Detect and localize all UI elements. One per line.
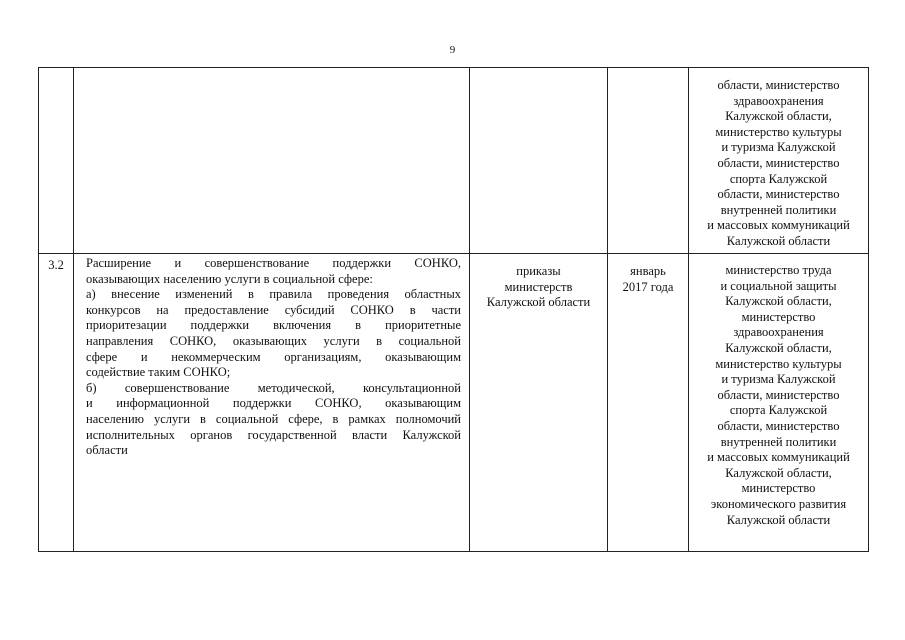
responsible-line: здравоохранения (733, 93, 824, 108)
responsible-line: Калужской области, (725, 465, 832, 480)
cell-responsible (689, 68, 869, 254)
cell-document (470, 68, 608, 254)
cell-content (74, 254, 470, 552)
responsible-line: и социальной защиты (720, 278, 837, 293)
responsible-line: министерство труда (725, 263, 832, 277)
responsible-line: Калужской области, (725, 109, 832, 124)
page-number: 9 (449, 44, 456, 56)
document-line: приказы (516, 264, 561, 278)
responsible-line: области, министерство (717, 187, 840, 202)
content-line: исполнительных органов государственной власти Калужской (86, 427, 461, 442)
table-row-3-2 (39, 254, 869, 552)
content-line: оказывающих населению услуги в социальной сфере: (86, 271, 373, 286)
document-line: министерств (504, 279, 573, 294)
responsible-line: министерство (741, 481, 816, 496)
responsible-line: и туризма Калужской (721, 372, 836, 387)
cell-document (470, 254, 608, 552)
action-plan-table (38, 67, 869, 552)
deadline-line: январь (630, 264, 666, 278)
cell-deadline (608, 254, 689, 552)
responsible-line: внутренней политики (720, 434, 837, 449)
responsible-line: Калужской области (726, 512, 831, 527)
item-number: 3.2 (48, 258, 64, 272)
deadline-line: 2017 года (622, 279, 674, 294)
content-line: области (86, 443, 128, 458)
content-line: а) внесение изменений в правила проведения областных (86, 287, 461, 302)
document-line: Калужской области (486, 295, 591, 310)
responsible-line: министерство (741, 309, 816, 324)
responsible-line: области, министерство (717, 387, 840, 402)
responsible-line: внутренней политики (720, 202, 837, 217)
cell-deadline (608, 68, 689, 254)
cell-responsible (689, 254, 869, 552)
responsible-line: министерство культуры (715, 356, 842, 371)
content-line: содействие таким СОНКО; (86, 365, 231, 380)
content-line: б) совершенствование методической, консультационной (86, 380, 461, 395)
responsible-line: Калужской области, (725, 340, 832, 355)
responsible-line: спорта Калужской (729, 403, 828, 418)
responsible-line: экономического развития (710, 496, 847, 511)
cell-content (74, 68, 470, 254)
content-line: сфере и некоммерческим организациям, оказывающим (86, 349, 461, 364)
content-line: Расширение и совершенствование поддержки СОНКО, (86, 256, 461, 270)
content-line: направления СОНКО, оказывающих услуги в социальной (86, 333, 461, 348)
responsible-line: области, министерство (717, 78, 840, 92)
content-line: конкурсов на предоставление субсидий СОНКО в части (86, 302, 461, 317)
content-line: и информационной поддержки СОНКО, оказывающим (86, 396, 461, 411)
responsible-line: спорта Калужской (729, 171, 828, 186)
content-line: населению услуги в социальной сфере, в рамках полномочий (86, 411, 461, 426)
responsible-line: здравоохранения (733, 325, 824, 340)
cell-number (39, 68, 74, 254)
responsible-line: Калужской области (726, 233, 831, 248)
responsible-line: и массовых коммуникаций (707, 218, 850, 233)
table-row-continuation (39, 68, 869, 254)
responsible-line: и массовых коммуникаций (707, 450, 850, 465)
content-line: приоритезации поддержки включения в приоритетные (86, 318, 461, 333)
cell-number (39, 254, 74, 552)
responsible-line: и туризма Калужской (721, 140, 836, 155)
responsible-line: министерство культуры (715, 124, 842, 139)
responsible-line: области, министерство (717, 418, 840, 433)
responsible-line: Калужской области, (725, 294, 832, 309)
responsible-line: области, министерство (717, 155, 840, 170)
